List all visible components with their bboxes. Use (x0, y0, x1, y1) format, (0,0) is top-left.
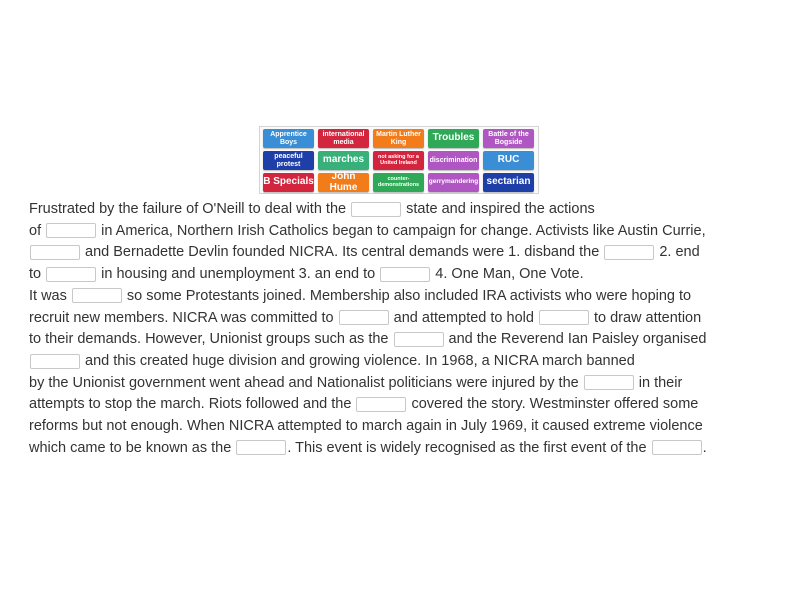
answer-tile[interactable]: Troubles (428, 129, 479, 148)
blank-drop-zone-4[interactable] (604, 245, 654, 260)
passage-line (29, 415, 789, 437)
passage-text: and attempted to hold (389, 309, 538, 326)
answer-tile[interactable]: discrimination (428, 151, 479, 170)
passage-text: in America, Northern Irish Catholics began to campaign for change. Activists like Austin Currie, (97, 222, 706, 239)
passage-line (29, 393, 789, 415)
passage-text: of (29, 222, 46, 239)
passage-text: 4. One Man, One Vote. (431, 266, 584, 283)
answer-tile[interactable]: international media (318, 129, 369, 148)
blank-drop-zone-5[interactable] (46, 267, 96, 282)
answer-tile[interactable]: marches (318, 151, 369, 170)
passage-text: which came to be known as the (29, 439, 236, 456)
blank-drop-zone-13[interactable] (356, 397, 406, 412)
answer-tile-bank (259, 126, 539, 194)
passage-text: so some Protestants joined. Membership also included IRA activists who were hoping to (122, 287, 692, 304)
passage-text: . This event is widely recognised as the first event of the (287, 439, 651, 456)
passage-text: 2. end (655, 244, 700, 261)
passage-line (29, 285, 789, 307)
blank-drop-zone-11[interactable] (30, 354, 80, 369)
blank-drop-zone-2[interactable] (46, 223, 96, 238)
answer-tile[interactable]: peaceful protest (263, 151, 314, 170)
blank-drop-zone-14[interactable] (236, 440, 286, 455)
blank-drop-zone-6[interactable] (380, 267, 430, 282)
passage-text: . (702, 439, 707, 456)
answer-tile[interactable]: Battle of the Bogside (483, 129, 534, 148)
passage-text: in their (634, 374, 683, 391)
passage-text: in housing and unemployment 3. an end to (97, 266, 380, 283)
blank-drop-zone-10[interactable] (394, 332, 444, 347)
passage-text: and this created huge division and growing violence. In 1968, a NICRA march banned (81, 352, 635, 369)
passage-text: to (29, 266, 46, 283)
passage-text: to draw attention (589, 309, 702, 326)
passage-line (29, 241, 789, 263)
passage-text: Frustrated by the failure of O'Neill to deal with the (29, 201, 351, 217)
answer-tile[interactable]: not asking for a United Ireland (373, 151, 424, 170)
blank-drop-zone-7[interactable] (72, 288, 122, 303)
passage-text: recruit new members. NICRA was committed to (29, 309, 338, 326)
passage-line (29, 263, 789, 285)
passage-text: covered the story. Westminster offered some (407, 396, 699, 413)
answer-tile[interactable]: counter-demonstrations (373, 173, 424, 192)
passage-line (29, 220, 789, 242)
passage-line (29, 437, 789, 459)
answer-tile[interactable]: B Specials (263, 173, 314, 192)
passage-text: and Bernadette Devlin founded NICRA. Its central demands were 1. disband the (81, 244, 604, 261)
blank-drop-zone-12[interactable] (584, 375, 634, 390)
blank-drop-zone-1[interactable] (351, 202, 401, 217)
passage-line (29, 198, 789, 220)
answer-tile[interactable]: Apprentice Boys (263, 129, 314, 148)
passage-line (29, 350, 789, 372)
blank-drop-zone-15[interactable] (652, 440, 702, 455)
passage-text: attempts to stop the march. Riots followed and the (29, 396, 356, 413)
passage-text: by the Unionist government went ahead and Nationalist politicians were injured by the (29, 374, 583, 391)
answer-tile[interactable]: RUC (483, 151, 534, 170)
answer-tile[interactable]: gerrymandering (428, 173, 479, 192)
passage-text: to their demands. However, Unionist groups such as the (29, 331, 393, 348)
passage-line (29, 307, 789, 329)
passage-text: state and inspired the actions (402, 201, 595, 217)
passage-line (29, 328, 789, 350)
blank-drop-zone-9[interactable] (539, 310, 589, 325)
blank-drop-zone-3[interactable] (30, 245, 80, 260)
answer-tile[interactable]: Martin Luther King (373, 129, 424, 148)
blank-drop-zone-8[interactable] (339, 310, 389, 325)
passage-text: It was (29, 287, 71, 304)
answer-tile[interactable]: sectarian (483, 173, 534, 192)
answer-tile[interactable]: John Hume (318, 173, 369, 192)
passage-line (29, 372, 789, 394)
passage-text: reforms but not enough. When NICRA attempted to march again in July 1969, it caused extreme violence (29, 418, 703, 434)
passage-text: and the Reverend Ian Paisley organised (444, 331, 707, 348)
